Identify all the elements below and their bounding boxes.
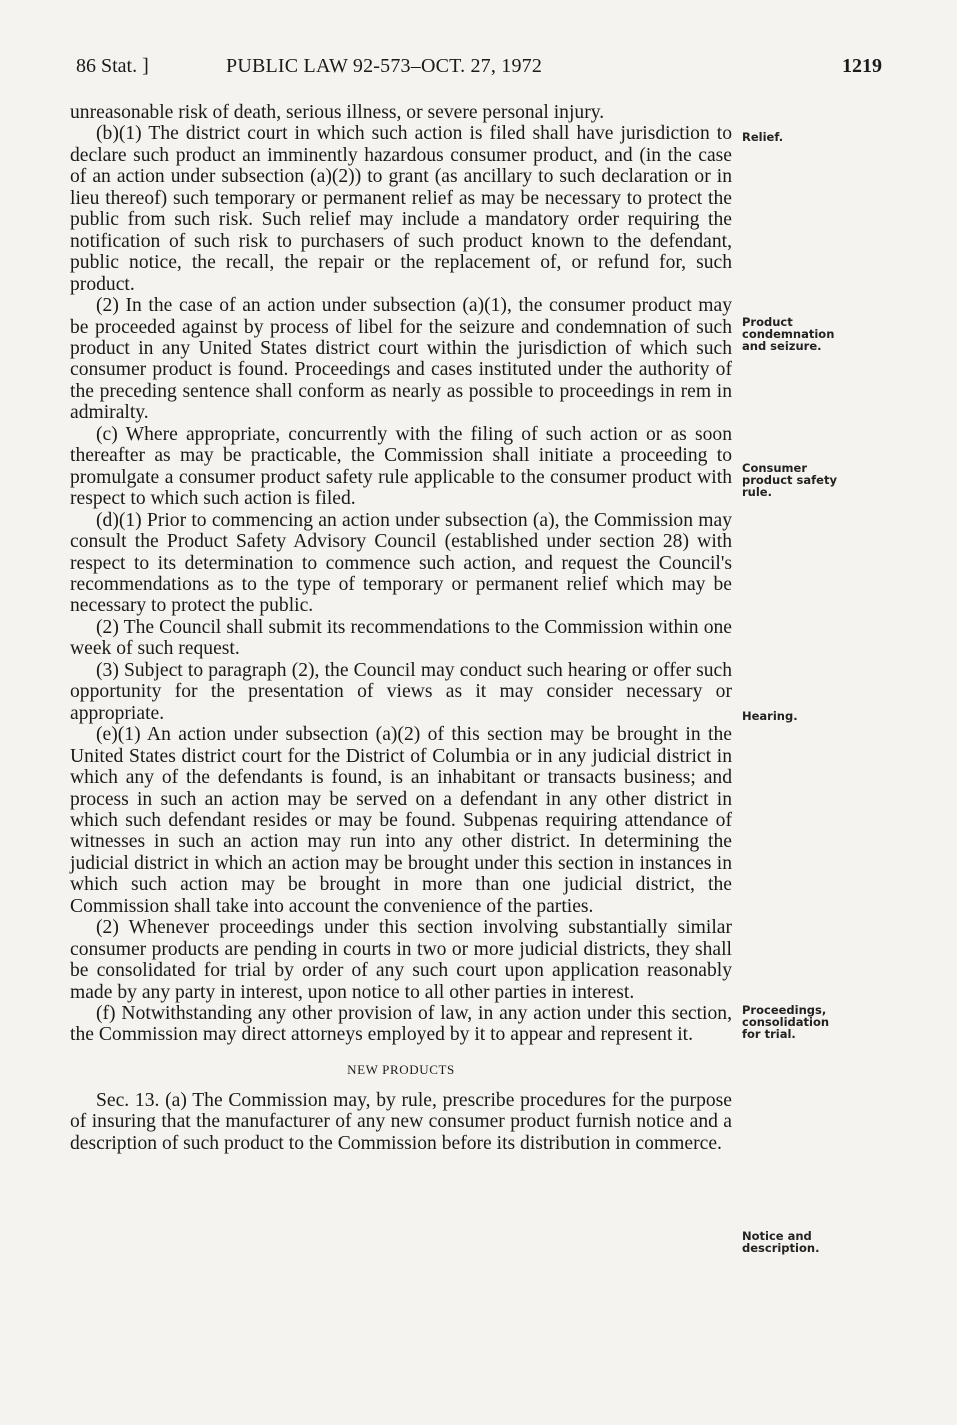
paragraph-b2: (2) In the case of an action under subsection (a)(1), the consumer product may be proceeded against by process of libel for the seizure and condemnation of such product in any United States district court within the jurisdiction of which such consumer product is found. Proceedings and cases instituted under the authority of the preceding sentence shall conform as nearly as possible to proceedings in rem in admiralty. <box>70 295 732 424</box>
margin-note-product-condemnation: Product condemnation and seizure. <box>742 315 835 353</box>
paragraph-d1: (d)(1) Prior to commencing an action under subsection (a), the Commission may consult the Product Safety Advisory Council (established under section 28) with respect to its determination to commence such action, and request the Council's recommendations as to the type of temporary or permanent relief which may be necessary to protect the public. <box>70 509 732 617</box>
margin-note-relief: Relief. <box>742 130 784 144</box>
paragraph-f: (f) Notwithstanding any other provision of law, in any action under this section, the Commission may direct attorneys employed by it to appear and represent it. <box>70 1003 732 1046</box>
law-title: PUBLIC LAW 92-573–OCT. 27, 1972 <box>226 55 543 77</box>
statute-volume: 86 Stat. ] <box>76 55 149 77</box>
section-heading: NEW PRODUCTS <box>347 1061 455 1077</box>
main-text <box>70 102 732 1154</box>
margin-note-notice-description: Notice and description. <box>742 1229 820 1255</box>
page-number: 1219 <box>842 55 882 77</box>
paragraph-c: (c) Where appropriate, concurrently with the filing of such action or as soon thereafter as may be practicable, the Commission shall initiate a proceeding to promulgate a consumer product safety rule applicable to the consumer product with respect to which such action is filed. <box>70 423 732 510</box>
paragraph-sec13a: Sec. 13. (a) The Commission may, by rule, prescribe procedures for the purpose of insuring that the manufacturer of any new consumer product furnish notice and a description of such product to the Commission before its distribution in commerce. <box>70 1089 732 1154</box>
paragraph-e1: (e)(1) An action under subsection (a)(2) of this section may be brought in the United States district court for the District of Columbia or in any judicial district in which any of the defendants is found, is an inhabitant or transacts business; and process in such an action may be served on a defendant in any other district in which such defendant resides or may be found. Subpenas requiring attendance of witnesses in such an action may run into any other district. In determining the judicial district in which an action may be brought under this section in instances in which such action may be brought in more than one judicial district, the Commission shall take into account the convenience of the parties. <box>70 724 732 917</box>
margin-note-consumer-safety-rule: Consumer product safety rule. <box>742 461 837 499</box>
margin-note-hearing: Hearing. <box>742 709 798 723</box>
paragraph-b1: (b)(1) The district court in which such action is filed shall have jurisdiction to declare such product an imminently hazardous consumer product, and (in the case of an action under subsection (a)(2)) to grant (as ancillary to such declaration or in lieu thereof) such temporary or permanent relief as may be necessary to protect the public from such risk. Such relief may include a mandatory order requiring the notification of such risk to purchasers of such product known to the defendant, public notice, the recall, the repair or the replacement of, or refund for, such product. <box>70 123 732 295</box>
paragraph-d3: (3) Subject to paragraph (2), the Council may conduct such hearing or offer such opportunity for the presentation of views as it may consider necessary or appropriate. <box>70 659 732 724</box>
paragraph-e2: (2) Whenever proceedings under this section involving substantially similar consumer products are pending in courts in two or more judicial districts, they shall be consolidated for trial by order of any such court upon application reasonably made by any party in interest, upon notice to all other parties in interest. <box>70 917 732 1003</box>
paragraph-d2: (2) The Council shall submit its recommendations to the Commission within one week of such request. <box>70 616 732 660</box>
margin-note-proceedings-consolidation: Proceedings, consolidation for trial. <box>742 1003 830 1041</box>
paragraph-continuation: unreasonable risk of death, serious illness, or severe personal injury. <box>70 102 605 123</box>
page-header <box>76 50 882 82</box>
